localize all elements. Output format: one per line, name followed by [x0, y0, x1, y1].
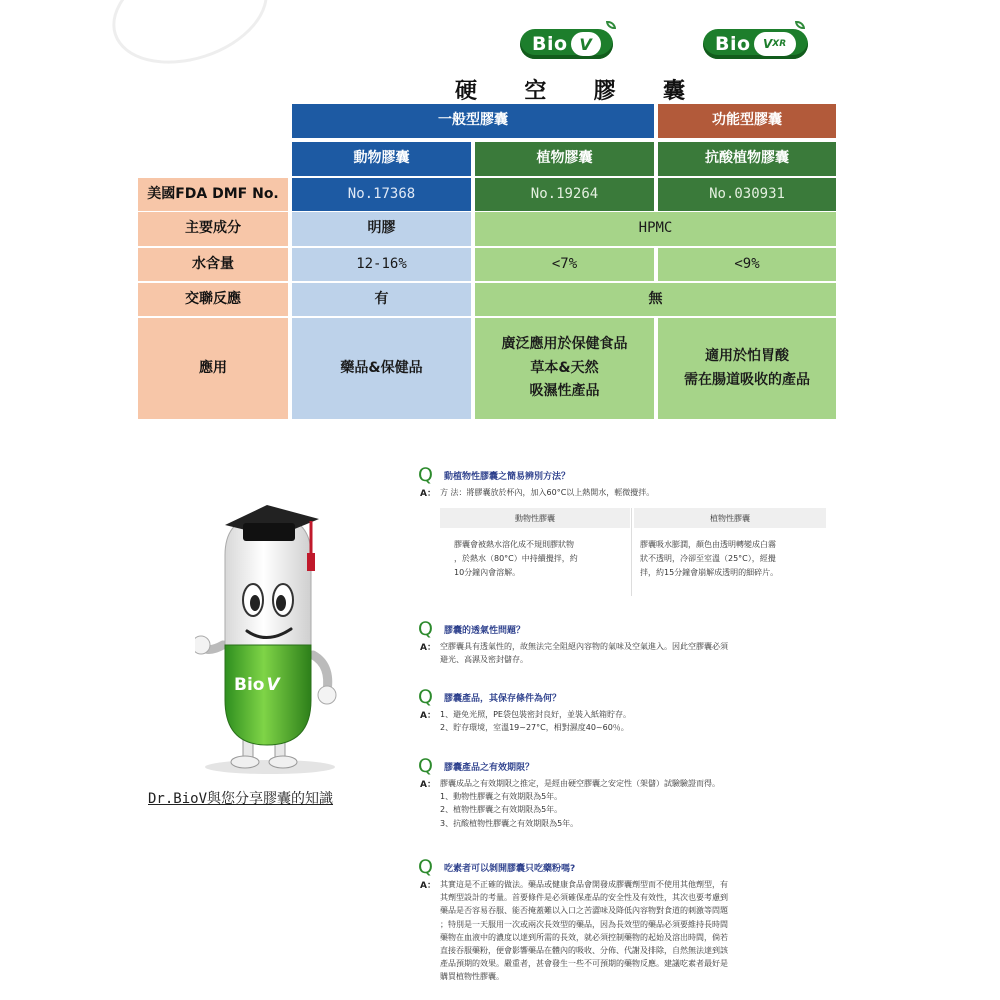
- answer-line: 2、植物性膠囊之有效期限為5年。: [440, 805, 563, 815]
- application-line: 適用於怕胃酸: [705, 347, 789, 364]
- application-line: 需在腸道吸收的產品: [684, 371, 810, 388]
- answer-line: 避光、高濕及密封儲存。: [440, 655, 528, 665]
- page-title: [455, 74, 685, 105]
- answer-line: 2、貯存環境，室溫19~27°C，相對濕度40~60％。: [440, 723, 629, 733]
- application-animal: 藥品&保健品: [292, 318, 471, 419]
- answer-line: 方 法：將膠囊放於杯內，加入60°C以上熱開水，輕微攪拌。: [440, 488, 655, 497]
- answer-line: 直接吞服藥粉，便會影響藥品在體內的吸收、分佈、代謝及排除，自然無法達到該: [440, 945, 728, 955]
- answer-line: 藥品是否容易吞服、能否掩蓋難以入口之苦澀味及降低內容物對食道的刺激等問題: [440, 906, 728, 916]
- qa-item: [418, 858, 830, 984]
- group-header-general: 一般型膠囊: [292, 104, 654, 138]
- answer-label: A：: [420, 881, 436, 891]
- crosslink-plant-acid: 無: [475, 283, 836, 316]
- question-mark-icon: Q: [418, 755, 433, 777]
- row-label-ingredient: 主要成分: [138, 212, 288, 246]
- answer-line: 其劑型設計的考量。首要條件是必須確保產品的安全性及有效性，其次也要考慮到: [440, 893, 728, 903]
- question-mark-icon: Q: [418, 618, 433, 640]
- answer-line: 其實這是不正確的做法。藥品或健康食品會開發成膠囊劑型而不使用其他劑型，有: [440, 880, 728, 889]
- mascot-caption: Dr.BioV與您分享膠囊的知識: [148, 791, 334, 807]
- logo-brand-text: Bio: [532, 33, 568, 55]
- fda-number-animal: No.17368: [292, 178, 471, 211]
- qa-item: [418, 620, 830, 666]
- answer-line: 購買植物性膠囊。: [440, 972, 504, 982]
- biov-logo: [520, 27, 613, 61]
- mini-table-line: 拌，約15分鐘會崩解成透明的細碎片。: [640, 568, 779, 577]
- title-char: 囊: [662, 79, 685, 104]
- decorative-swoosh: [98, 0, 281, 82]
- capsule-mascot-illustration: [195, 495, 345, 775]
- mini-table-line: ，於熱水（80°C）中持續攪拌，約: [454, 554, 578, 563]
- mini-table-cell: [640, 538, 826, 580]
- mini-table-header: 植物性膠囊: [634, 508, 826, 528]
- mini-table-line: 10分鐘內會溶解。: [454, 568, 521, 577]
- answer-line: 空膠囊具有透氣性的，故無法完全阻絕內容物的氣味及空氣進入。因此空膠囊必須: [440, 642, 728, 651]
- application-line: 草本&天然: [530, 359, 599, 376]
- question-text: 膠囊的透氣性問題？: [444, 625, 526, 636]
- question-mark-icon: Q: [418, 856, 433, 878]
- moisture-acid: <9%: [658, 248, 836, 281]
- answer-line: 1、避免光照，PE袋包裝密封良好，並裝入紙箱貯存。: [440, 710, 631, 719]
- answer-label: A：: [420, 643, 436, 653]
- mini-table-line: 膠囊吸水膨潤，顏色由透明轉變成白霧: [640, 540, 776, 549]
- fda-number-plant: No.19264: [475, 178, 654, 211]
- logo-brand-text: Bio: [715, 33, 751, 55]
- mini-table-divider: [631, 508, 632, 596]
- column-header-animal: 動物膠囊: [292, 142, 471, 176]
- answer-line: 膠囊成品之有效期限之推定，是經由硬空膠囊之安定性（架儲）試驗驗證而得。: [440, 779, 720, 788]
- question-text: 膠囊產品，其保存條件為何？: [444, 693, 562, 704]
- mini-table-header: 動物性膠囊: [440, 508, 630, 528]
- qa-item: [418, 688, 830, 734]
- answer-line: 1、動物性膠囊之有效期限為5年。: [440, 792, 563, 802]
- row-label-crosslink: 交聯反應: [138, 283, 288, 316]
- application-line: 廣泛應用於保健食品: [501, 335, 628, 352]
- leaf-icon: [606, 21, 616, 29]
- biov-xr-logo: [703, 27, 808, 61]
- row-label-application: 應用: [138, 318, 288, 419]
- answer-line: ；特別是一天服用一次或兩次長效型的藥品，因為長效型的藥品必須要維持長時間: [440, 919, 728, 929]
- row-label-moisture: 水含量: [138, 248, 288, 281]
- dissolve-test-table: [440, 508, 826, 596]
- question-text: 動植物性膠囊之簡易辨別方法？: [444, 471, 571, 482]
- mascot-belly-logo: [234, 675, 306, 695]
- question-mark-icon: Q: [418, 686, 433, 708]
- application-plant: [475, 318, 654, 419]
- moisture-plant: <7%: [475, 248, 654, 281]
- row-label-fda: 美國FDA DMF No.: [138, 178, 288, 211]
- logo-v-letter: V: [762, 37, 773, 51]
- column-header-acid-resistant: 抗酸植物膠囊: [658, 142, 836, 176]
- question-text: 吃素者可以剝開膠囊只吃藥粉嗎?: [444, 863, 576, 874]
- moisture-animal: 12-16%: [292, 248, 471, 281]
- qa-item: [418, 466, 830, 499]
- answer-line: 藥物在血液中的濃度以達到所需的長效，就必須控制藥物的起始及溶出時間，倘若: [440, 932, 728, 942]
- title-char: 硬: [455, 79, 478, 104]
- mini-table-cell: [454, 538, 630, 580]
- answer-line: 產品預期的效果。嚴重者，甚會發生一些不可預期的藥物反應。建議吃素者最好是: [440, 959, 728, 969]
- column-header-plant: 植物膠囊: [475, 142, 654, 176]
- leaf-icon: [795, 21, 805, 29]
- answer-label: A：: [420, 711, 436, 721]
- title-char: 空: [524, 79, 547, 104]
- mascot-brand-text: Bio: [234, 675, 265, 695]
- logo-xr-suffix: XR: [772, 39, 787, 49]
- answer-label: A：: [420, 489, 436, 499]
- logo-v-mark: V: [571, 32, 601, 56]
- mini-table-line: 膠囊會被熱水溶化成不規則膠狀物: [454, 540, 574, 549]
- crosslink-animal: 有: [292, 283, 471, 316]
- answer-line: 3、抗酸植物性膠囊之有效期限為5年。: [440, 818, 579, 828]
- question-text: 膠囊產品之有效期限？: [444, 762, 535, 773]
- logo-v-mark: [754, 32, 796, 56]
- mini-table-line: 狀不透明，冷卻至室溫（25°C），經攪: [640, 554, 776, 563]
- ingredient-plant-acid: HPMC: [475, 212, 836, 246]
- ingredient-animal: 明膠: [292, 212, 471, 246]
- application-line: 吸濕性產品: [529, 383, 600, 400]
- question-mark-icon: Q: [418, 464, 433, 486]
- group-header-functional: 功能型膠囊: [658, 104, 836, 138]
- mascot-v-mark: V: [266, 675, 280, 695]
- title-char: 膠: [593, 79, 616, 104]
- application-acid: [658, 318, 836, 419]
- answer-label: A：: [420, 780, 436, 790]
- fda-number-acid: No.030931: [658, 178, 836, 211]
- qa-item: [418, 757, 830, 830]
